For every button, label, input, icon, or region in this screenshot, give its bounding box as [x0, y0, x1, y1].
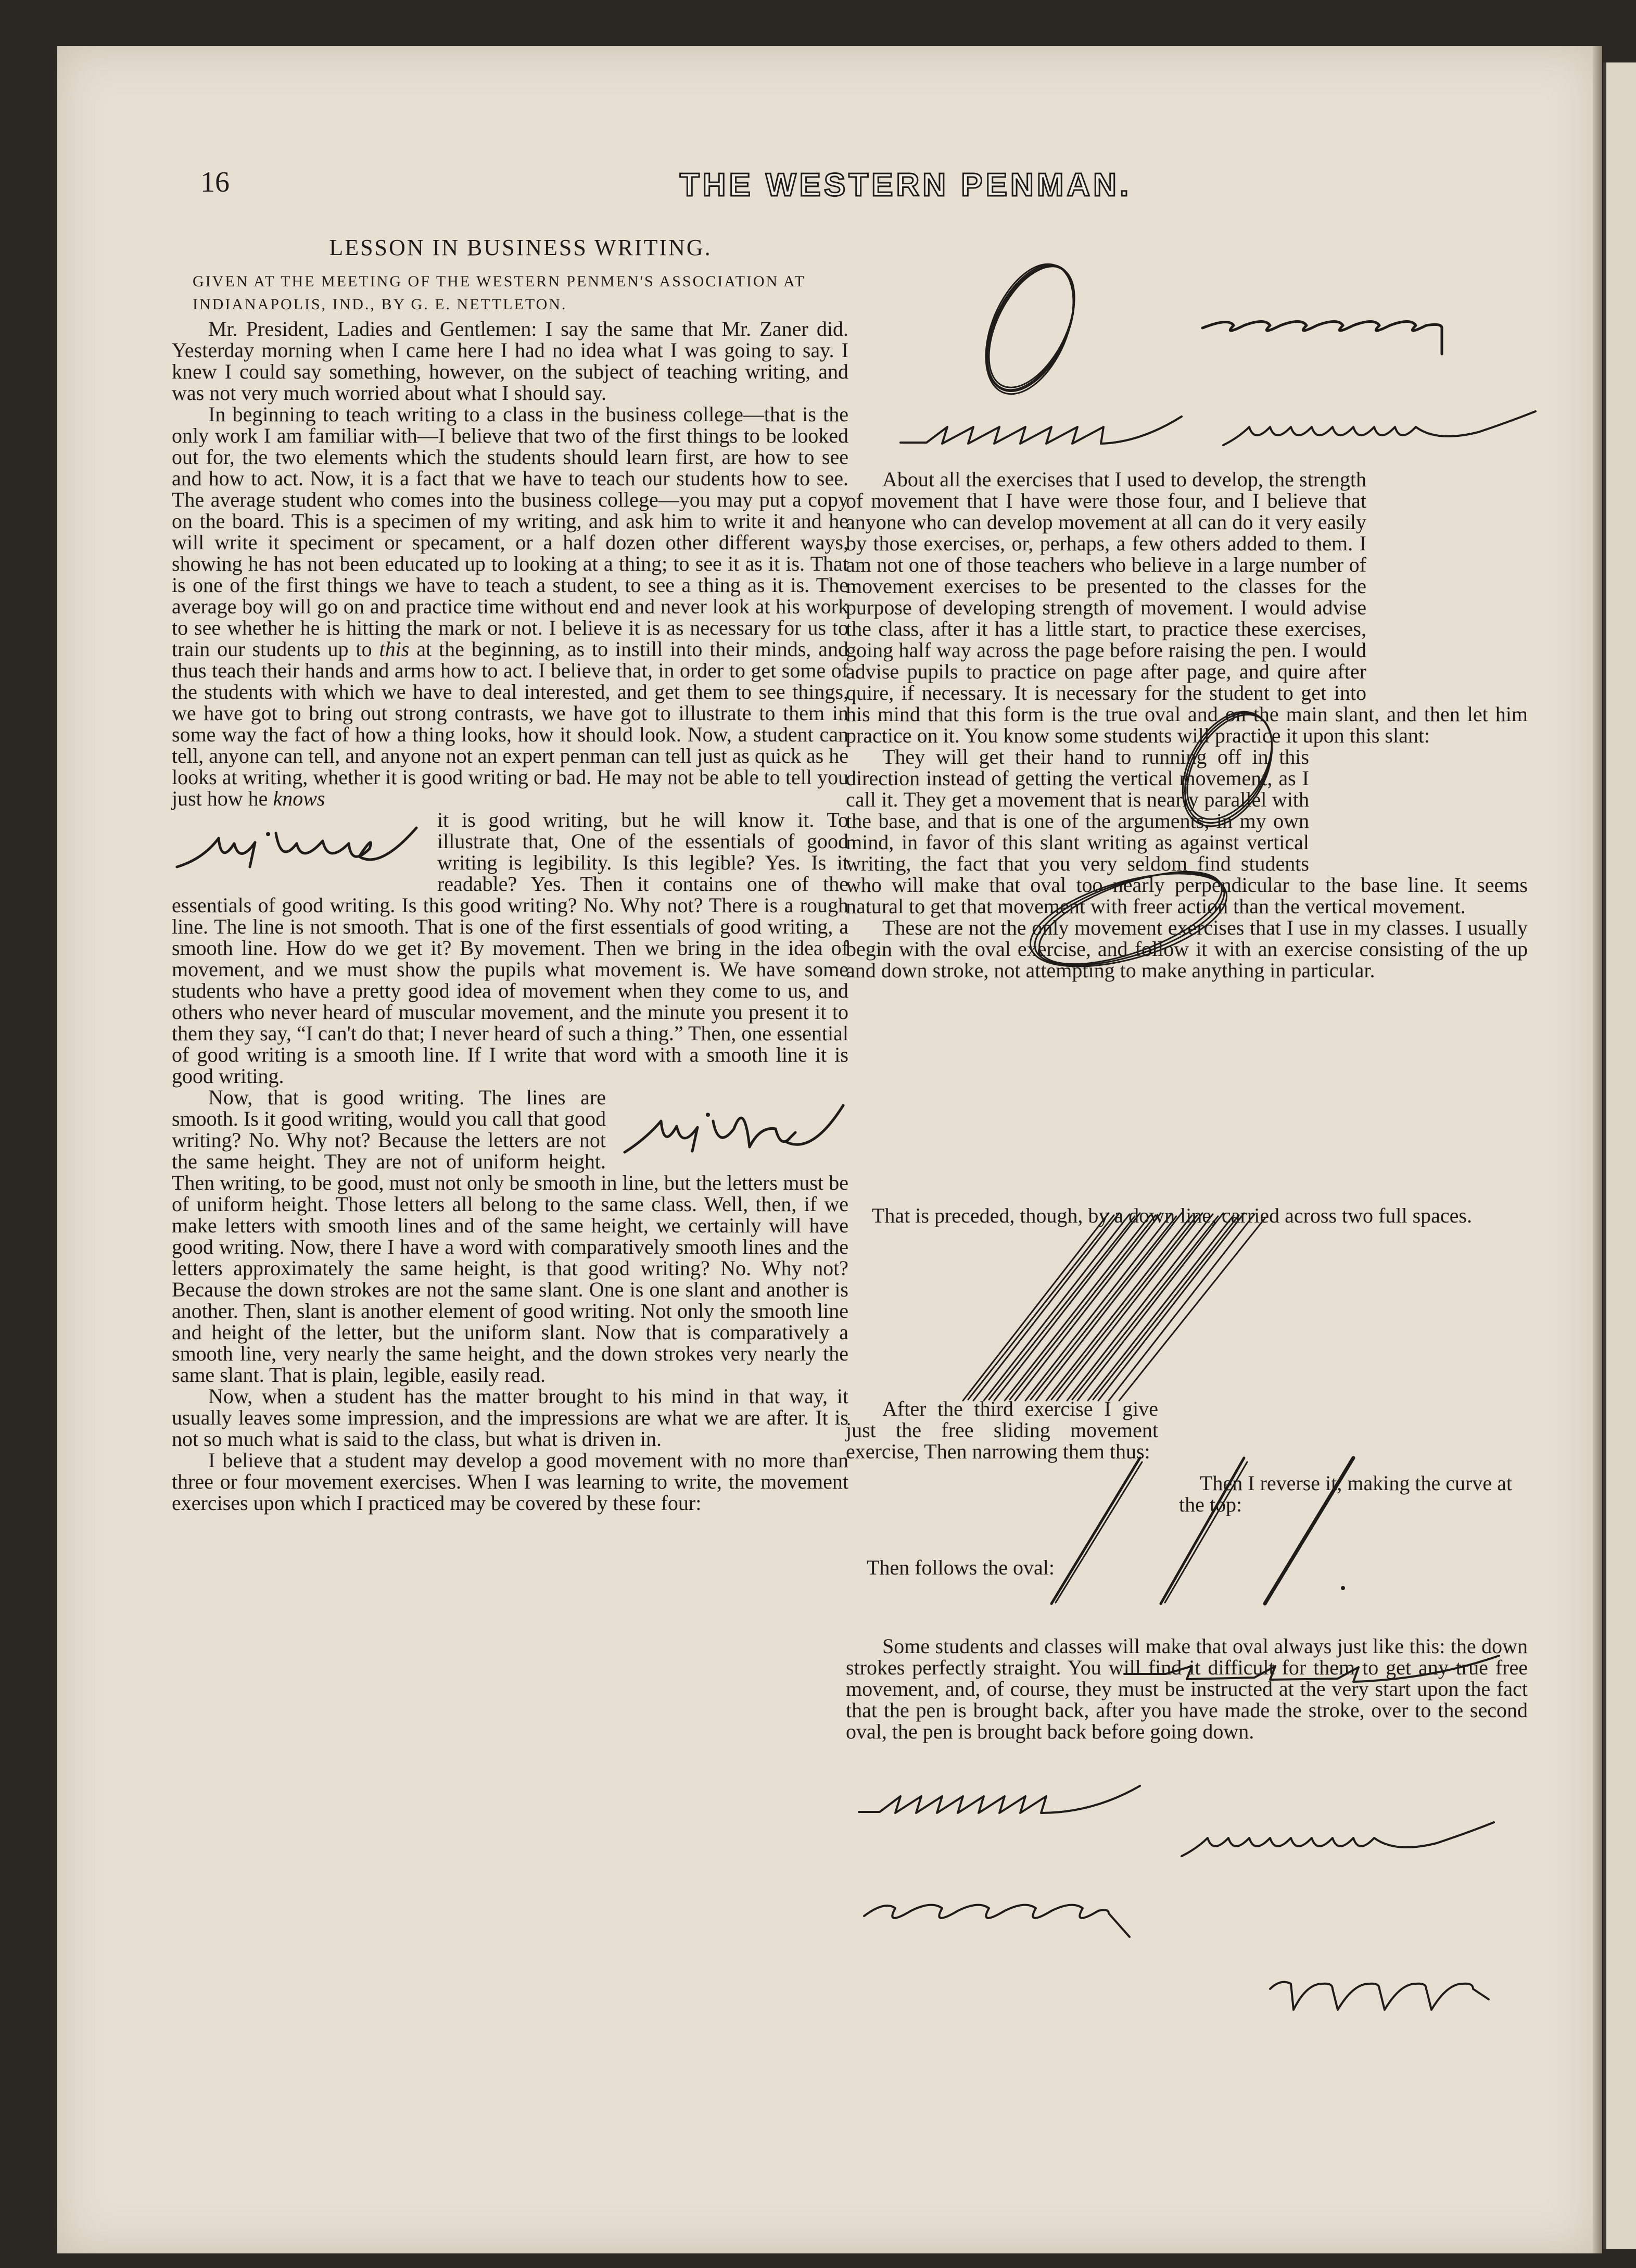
down-line-exercise	[1041, 1447, 1405, 1614]
narrowed-push-pull-exercise	[854, 1775, 1145, 1822]
binding-gutter	[1593, 46, 1602, 2253]
oval-flat-slant	[1015, 854, 1244, 984]
oval-chain-exercise	[1197, 297, 1457, 359]
reverse-exercise	[1218, 406, 1541, 453]
paragraph-with-specimen	[172, 809, 848, 1087]
paragraph: About all the exercises that I used to develop, the strength of movement that I have were those four, and I believe that anyone who can develop movement at all can do it very easily by those exercises, or, perhaps, a few others added to them. I am not one of those teachers who believe in a large number of movement exercises to be presented to the classes for the purpose of developing strength of movement. I would advise the class, after it has a little start, to practice these exercises, going half way across the page before raising the pen. I would advise pupils to practice on page after page, and quire after quire, if necessary. It is necessary for the student to get into his mind that this form is the true oval and on the main slant, and then let him practice on it. You know some students will practice it upon this slant:	[846, 468, 1528, 747]
oval-exercise-small	[859, 1885, 1140, 1942]
sliding-movement-exercise	[1119, 1650, 1504, 1697]
specimen-nine-rough	[172, 812, 422, 880]
article-byline: GIVEN AT THE MEETING OF THE WESTERN PENMEN'S ASSOCIATION AT INDIANAPOLIS, IND., BY G. E. NETTLETON.	[193, 273, 806, 313]
spacer	[846, 981, 1528, 1205]
specimen-nine-uneven	[619, 1090, 848, 1163]
paragraph-continued: it is good writing, but he will know it. To illustrate that, One of the essentials of good writing is legibility. Is this legible? Yes. Is it readable? Yes. Then it contains one of the essentials of good writing. Is this good writing? No. Why not? There is a rough line. The line is not smooth. That is one of the first essentials of good writing, a smooth line. How do we get it? By movement. Then we bring in the idea of movement, and we must show the pupils what movement is. We have some students who have a pretty good idea of movement when they come to us, and others who never heard of muscular movement, and the minute you present it to them they say, “I can't do that; I never heard of such a thing.” Then, one essential of good writing is a smooth line. If I write that word with a smooth line it is good writing.	[172, 808, 848, 1088]
left-column	[172, 229, 848, 1514]
reversed-curve-exercise	[1176, 1817, 1499, 1864]
paragraph: In beginning to teach writing to a class in the business college—that is the only work I am familiar with—I believe that two of the first things to be looked out for, the two elements which the students should learn first, are how to see and how to act. Now, it is a fact that we have to teach our students how to see. The average student who comes into the business college—you may put a copy on the board. This is a specimen of my writing, and ask him to write it and he will write it speciment or specament, or a half dozen other different ways, showing he has not been educated up to looking at a thing; to see it as it is. That is one of the first things we have to teach a student, to see a thing as it is. The average boy will go on and practice time without end and never look at his work to see whether he is hitting the mark or not. I believe it is as necessary for us to train our students up to this at the beginning, as to instill into their minds, and thus teach their hands and arms how to act. I believe that, in order to get some of the students with which we have to deal interested, and get them to see things, we have got to bring out strong contrasts, we have got to illustrate to them in some way the fact of how a thing looks, how it should look. Now, a student can tell, anyone can tell, and anyone not an expert penman can tell just as quick as he looks at writing, whether it is good writing or bad. He may not be able to tell you just how he knows	[172, 402, 848, 810]
paragraph: These are not the only movement exercises that I use in my classes. I usually begin with the oval exercise, and follow it with an exercise consisting of the up and down stroke, not attempting to make anything in particular.	[846, 916, 1528, 982]
paragraph: Mr. President, Ladies and Gentlemen: I say the same that Mr. Zaner did. Yesterday morning when I came here I had no idea what I was going to say. I knew I could say something, however, on the subject of teaching writing, and was not very much worried about what I should say.	[172, 317, 848, 405]
paragraph-with-specimen	[172, 1087, 848, 1385]
paragraph: They will get their hand to running off in this direction instead of getting the vertical movement, as I call it. They get a movement that is nearly parallel with the base, and that is one of the arguments, in my own mind, in favor of this slant writing as against vertical writing, the fact that you very seldom find students who will make that oval too nearly perpendicular to the base line. It seems natural to get that movement with freer action than the vertical movement.	[846, 745, 1528, 918]
paragraph: Now, that is good writing. The lines are smooth. Is it good writing, would you call that good writing? No. Why not? Because the letters are not the same height. They are not of uniform height. Then writing, to be good, must not only be smooth in line, but the letters must be of uniform height. Those letters all belong to the same class. Well, then, if we make letters with smooth lines and of the same height, we certainly will have good writing. Now, there I have a word with comparatively smooth lines and the letters approximately the same height, is that good writing? No. Why not? Because the down strokes are not the same slant. One is one slant and another is another. Then, slant is another element of good writing. Not only the smooth line and height of the letter, but the uniform slant. Now that is comparatively a smooth line, very nearly the same height, and the down strokes very nearly the same slant. That is plain, legible, easily read.	[172, 1086, 848, 1387]
paragraph: Then I reverse it, making the curve at the top:	[1179, 1471, 1512, 1516]
facing-page-edge	[1603, 62, 1636, 2249]
paragraph: Some students and classes will make that oval always just like this: the down strokes perfectly straight. You will find it difficult for them to get any true free movement, and, of course, they must be instructed at the very start upon the fact that the pen is brought back, after you have made the stroke, over to the second oval, the pen is brought back before going down.	[846, 1634, 1528, 1743]
page-number: 16	[200, 166, 230, 198]
paragraph: I believe that a student may develop a good movement with no more than three or four movement exercises. When I was learning to write, the movement exercises upon which I practiced may be covered by these four:	[172, 1448, 848, 1515]
oval-exercise-large	[968, 250, 1093, 406]
oval-main-slant	[1163, 700, 1293, 836]
paragraph: That is preceded, though, by a down line, carried across two full spaces.	[872, 1204, 1472, 1227]
masthead: THE WESTERN PENMAN.	[679, 167, 1132, 203]
article-title: LESSON IN BUSINESS WRITING.	[329, 235, 712, 260]
paragraph: After the third exercise I give just the free sliding movement exercise, Then narrowing them thus:	[846, 1397, 1158, 1463]
straight-stroke-oval-exercise	[1265, 1968, 1494, 2020]
push-pull-exercise	[895, 406, 1187, 453]
paragraph: Then follows the oval:	[867, 1556, 1055, 1579]
paragraph: Now, when a student has the matter brought to his mind in that way, it usually leaves some impression, and the impressions are what we are after. It is not so much what is said to the class, but what is driven in.	[172, 1384, 848, 1451]
up-down-stroke-exercise	[953, 1208, 1275, 1406]
